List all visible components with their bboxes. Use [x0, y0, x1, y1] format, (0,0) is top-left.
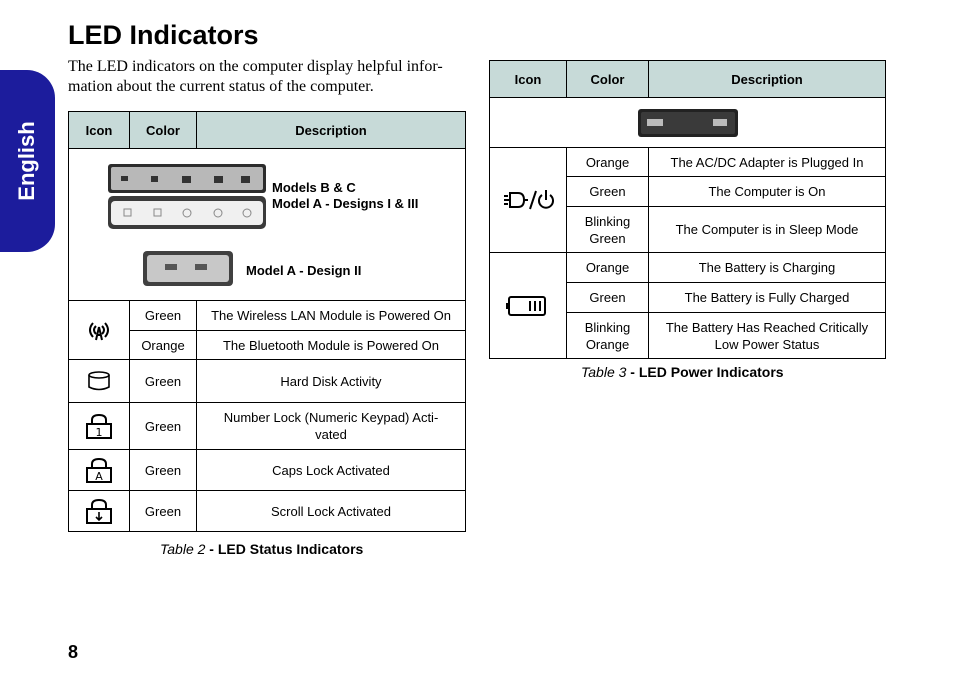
table2-caption-title: - LED Status Indicators [205, 541, 364, 557]
row-description: The Computer is in Sleep Mode [649, 207, 886, 253]
led-status-table [68, 111, 466, 532]
image-row [69, 149, 466, 301]
table-header-row [69, 112, 466, 149]
row-description [197, 403, 466, 450]
wireless-icon [84, 318, 114, 342]
row-color: Green [130, 360, 197, 403]
header-description: Description [197, 112, 466, 149]
table-row [69, 360, 466, 403]
row-description: The Bluetooth Module is Powered On [197, 331, 466, 360]
row-description: Hard Disk Activity [197, 360, 466, 403]
row-color: Orange [567, 253, 649, 283]
svg-text:1: 1 [95, 426, 103, 439]
row-description-line2: Low Power Status [714, 336, 820, 352]
row-color-line2: Green [589, 230, 626, 246]
row-description [649, 313, 886, 359]
page-title: LED Indicators [68, 20, 259, 50]
row-color: Green [130, 301, 197, 331]
table-row [490, 253, 886, 283]
intro-line-2: mation about the current status of the computer. [68, 78, 374, 95]
row-description: The Battery is Charging [649, 253, 886, 283]
table-row [69, 491, 466, 532]
table-row [69, 301, 466, 331]
led-power-table [489, 60, 886, 359]
row-color: Orange [130, 331, 197, 360]
row-description: Caps Lock Activated [197, 450, 466, 491]
row-color [567, 313, 649, 359]
row-color [567, 207, 649, 253]
power-adapter-icon [502, 187, 554, 213]
row-description-line1: Number Lock (Numeric Keypad) Acti- [223, 410, 439, 425]
hard-disk-icon [86, 370, 112, 392]
led-panel-image-cell [69, 149, 466, 301]
hard-disk-icon-cell [69, 360, 130, 403]
row-color: Green [130, 403, 197, 450]
model-a-designs-label: Model A - Designs I & III [272, 196, 419, 211]
scroll-lock-icon [85, 498, 113, 524]
table-row [69, 450, 466, 491]
models-bc-label: Models B & C [272, 180, 356, 195]
row-description: The Battery is Fully Charged [649, 283, 886, 313]
table-row [69, 403, 466, 450]
wireless-icon-cell [69, 301, 130, 360]
table3-caption-number: Table 3 [581, 364, 627, 380]
header-description: Description [649, 61, 886, 98]
row-description: The AC/DC Adapter is Plugged In [649, 148, 886, 177]
row-color-line2: Orange [585, 336, 630, 352]
header-color: Color [130, 112, 197, 149]
table3-caption-title: - LED Power Indicators [626, 364, 784, 380]
model-a-design-2-label: Model A - Design II [246, 263, 362, 278]
svg-text:A: A [95, 470, 103, 483]
power-adapter-icon-cell [490, 148, 567, 253]
row-color-line1: Blinking [584, 319, 631, 335]
header-icon: Icon [69, 112, 130, 149]
row-color: Green [130, 450, 197, 491]
table-header-row [490, 61, 886, 98]
row-description: The Computer is On [649, 177, 886, 207]
power-panel-image-cell [490, 98, 886, 148]
caps-lock-icon [85, 457, 113, 483]
row-description-line1: The Battery Has Reached Critically [665, 319, 869, 335]
row-color: Green [567, 283, 649, 313]
table2-caption-number: Table 2 [160, 541, 206, 557]
power-panel-illustration [637, 108, 739, 138]
scroll-lock-icon-cell [69, 491, 130, 532]
page-number: 8 [68, 642, 79, 662]
battery-icon-cell [490, 253, 567, 359]
table2-caption [160, 541, 363, 557]
row-color: Green [130, 491, 197, 532]
row-color-line1: Blinking [584, 213, 631, 229]
battery-icon [506, 294, 550, 318]
header-color: Color [567, 61, 649, 98]
language-tab-label: English [14, 121, 39, 201]
models-label [272, 180, 418, 212]
intro-line-1: The LED indicators on the computer display helpful infor- [68, 58, 443, 75]
num-lock-icon [85, 413, 113, 439]
table3-caption [581, 364, 784, 380]
num-lock-icon-cell [69, 403, 130, 450]
row-description: The Wireless LAN Module is Powered On [197, 301, 466, 331]
image-row [490, 98, 886, 148]
row-description: Scroll Lock Activated [197, 491, 466, 532]
row-color: Orange [567, 148, 649, 177]
intro-paragraph [68, 57, 468, 97]
header-icon: Icon [490, 61, 567, 98]
table-row [490, 148, 886, 177]
caps-lock-icon-cell [69, 450, 130, 491]
row-description-line2: vated [315, 427, 347, 442]
row-color: Green [567, 177, 649, 207]
